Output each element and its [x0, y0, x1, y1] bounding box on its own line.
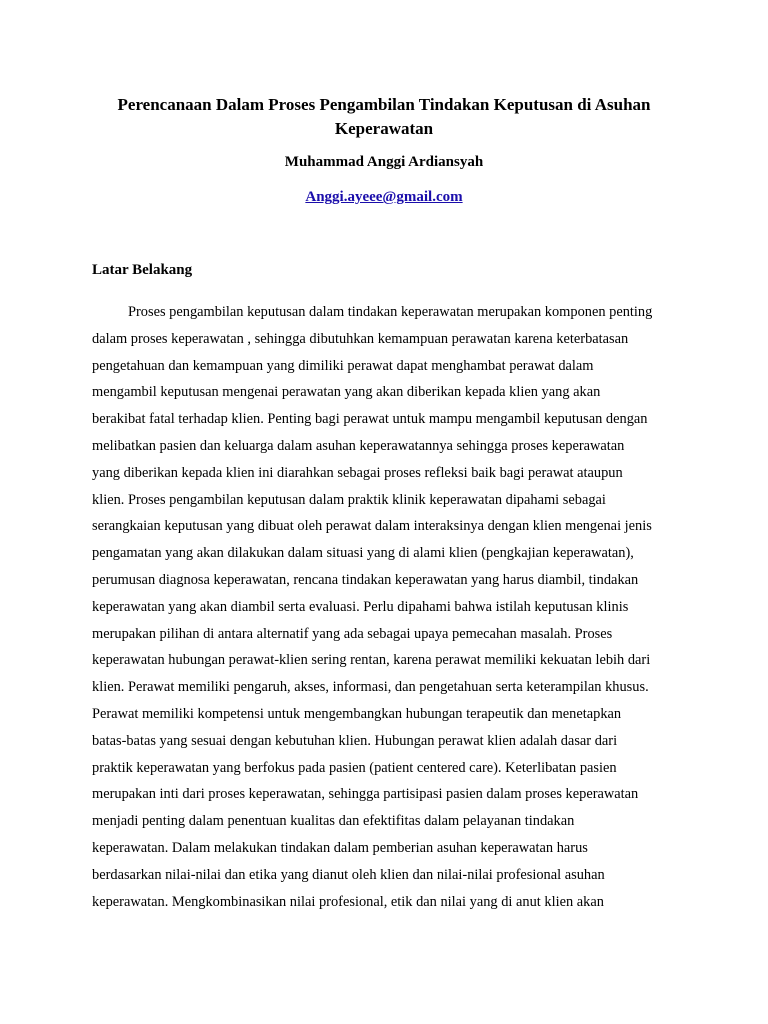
paragraph-line: serangkaian keputusan yang dibuat oleh perawat dalam interaksinya dengan klien mengenai jenis [92, 518, 652, 535]
paragraph-line: batas-batas yang sesuai dengan kebutuhan klien. Hubungan perawat klien adalah dasar dari [92, 732, 618, 749]
body-paragraph [92, 299, 676, 915]
paragraph-line: klien. Proses pengambilan keputusan dalam praktik klinik keperawatan dipahami sebagai [92, 491, 606, 508]
paragraph-line: menjadi penting dalam penentuan kualitas dan efektifitas dalam pelayanan tindakan [92, 813, 575, 830]
paragraph-line: keperawatan. Dalam melakukan tindakan dalam pemberian asuhan keperawatan harus [92, 839, 588, 856]
section-heading: Latar Belakang [92, 262, 193, 278]
paragraph-line: keperawatan. Mengkombinasikan nilai profesional, etik dan nilai yang di anut klien akan [92, 893, 604, 910]
paragraph-line: berakibat fatal terhadap klien. Penting bagi perawat untuk mampu mengambil keputusan dengan [92, 411, 648, 428]
document-title: Perencanaan Dalam Proses Pengambilan Tindakan Keputusan di Asuhan Keperawatan [117, 95, 651, 138]
author-email-link[interactable]: Anggi.ayeee@gmail.com [305, 189, 463, 205]
paragraph-line: pengetahuan dan kemampuan yang dimiliki perawat dapat menghambat perawat dalam [92, 357, 594, 374]
author-email [92, 187, 676, 207]
paragraph-line: praktik keperawatan yang berfokus pada pasien (patient centered care). Keterlibatan pasien [92, 759, 617, 776]
paragraph-line: merupakan pilihan di antara alternatif yang ada sebagai upaya pemecahan masalah. Proses [92, 625, 613, 642]
paragraph-line: keperawatan hubungan perawat-klien sering rentan, karena perawat memiliki kekuatan lebih dari [92, 652, 651, 669]
paragraph-line: berdasarkan nilai-nilai dan etika yang dianut oleh klien dan nilai-nilai profesional asuhan [92, 866, 605, 883]
paragraph-line: mengambil keputusan mengenai perawatan yang akan diberikan kepada klien yang akan [92, 384, 601, 401]
paragraph-line: melibatkan pasien dan keluarga dalam asuhan keperawatannya sehingga proses keperawatan [92, 437, 625, 454]
author-name: Muhammad Anggi Ardiansyah [284, 154, 484, 170]
paragraph-line: dalam proses keperawatan , sehingga dibutuhkan kemampuan perawatan karena keterbatasan [92, 330, 629, 347]
paragraph-line: yang diberikan kepada klien ini diarahkan sebagai proses refleksi baik bagi perawat ataupun [92, 464, 623, 481]
paragraph-line: Proses pengambilan keputusan dalam tindakan keperawatan merupakan komponen penting [128, 304, 653, 320]
paragraph-line: merupakan inti dari proses keperawatan, sehingga partisipasi pasien dalam proses keperawatan [92, 786, 639, 803]
paragraph-line: perumusan diagnosa keperawatan, rencana tindakan keperawatan yang harus diambil, tindakan [92, 571, 639, 588]
paragraph-line: klien. Perawat memiliki pengaruh, akses, informasi, dan pengetahuan serta keterampilan khusus. [92, 679, 649, 696]
paragraph-line: keperawatan yang akan diambil serta evaluasi. Perlu dipahami bahwa istilah keputusan klinis [92, 598, 629, 615]
paragraph-line: Perawat memiliki kompetensi untuk mengembangkan hubungan terapeutik dan menetapkan [92, 705, 622, 722]
paragraph-line: pengamatan yang akan dilakukan dalam situasi yang di alami klien (pengkajian keperawatan), [92, 545, 634, 562]
